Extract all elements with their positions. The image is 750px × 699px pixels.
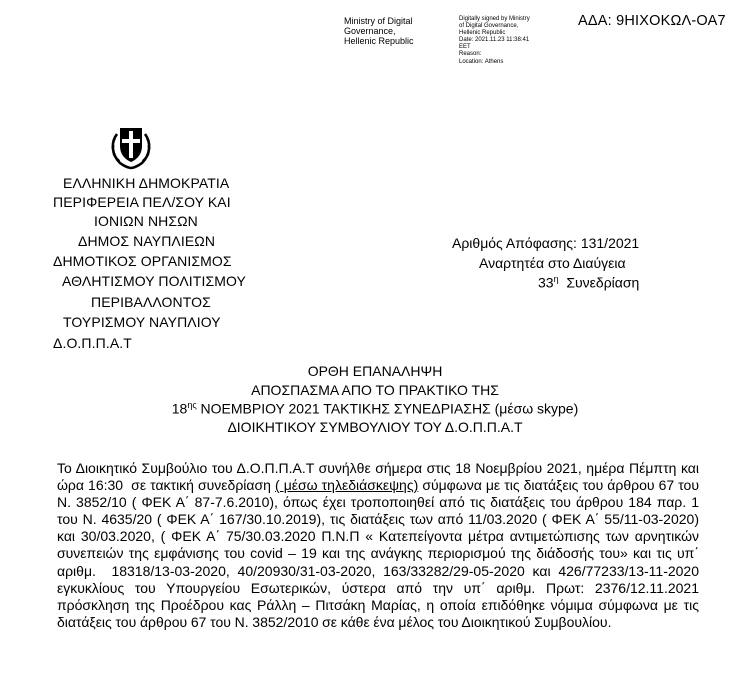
decision-posted: Αναρτητέα στο Διαύγεια xyxy=(479,255,626,271)
header-ionian: ΙΟΝΙΩΝ ΝΗΣΩΝ xyxy=(94,213,198,229)
title-board: ΔΙΟΙΚΗΤΙΚΟΥ ΣΥΜΒΟΥΛΙΟΥ ΤΟΥ Δ.Ο.Π.Π.Α.Τ xyxy=(227,419,523,435)
session-ordinal: η xyxy=(553,274,559,284)
header-tourism: ΤΟΥΡΙΣΜΟΥ ΝΑΥΠΛΙΟΥ xyxy=(63,314,221,330)
session-word: Συνεδρίαση xyxy=(558,274,640,291)
signature-detail-line: Hellenic Republic xyxy=(459,30,506,37)
title-correct-repetition: ΟΡΘΗ ΕΠΑΝΑΛΗΨΗ xyxy=(307,363,443,379)
title-date-rest: ΝΟΕΜΒΡΙΟΥ 2021 ΤΑΚΤΙΚΗΣ ΣΥΝΕΔΡΙΑΣΗΣ (μέσω skype) xyxy=(196,400,579,417)
signature-detail-line: Digitally signed by Ministry xyxy=(459,16,530,22)
header-municipality: ΔΗΜΟΣ ΝΑΥΠΛΙΕΩΝ xyxy=(78,233,216,249)
signature-org-line: Ministry of Digital xyxy=(344,16,413,26)
title-day: 18 xyxy=(171,400,188,417)
title-meeting-date xyxy=(0,400,750,417)
signature-detail-line: of Digital Governance, xyxy=(459,23,519,30)
body-paragraph xyxy=(57,460,703,631)
header-sports: ΑΘΛΗΤΙΣΜΟΥ ΠΟΛΙΤΙΣΜΟΥ xyxy=(62,273,246,289)
coat-of-arms-icon xyxy=(108,122,154,170)
header-acronym: Δ.Ο.Π.Π.Α.Τ xyxy=(53,335,132,351)
ada-code: ΑΔΑ: 9ΗΙΧΟΚΩΛ-ΟΑ7 xyxy=(578,13,726,29)
header-republic: ΕΛΛΗΝΙΚΗ ΔΗΜΟΚΡΑΤΙΑ xyxy=(63,175,230,191)
signature-detail-line: Date: 2021.11.23 11:38:41 xyxy=(459,37,530,44)
body-text-part1: Το Διοικητικό Συμβούλιο του Δ.Ο.Π.Π.Α.Τ συνήλθε σήμερα στις 18 Νοεμβρίου 2021, ημέρα Πέμπτη και ώρα 16:30 σε τακτική συνεδρίαση xyxy=(57,460,703,494)
decision-number: Αριθμός Απόφασης: 131/2021 xyxy=(452,235,640,251)
header-environment: ΠΕΡΙΒΑΛΛΟΝΤΟΣ xyxy=(91,294,211,310)
title-excerpt: ΑΠΟΣΠΑΣΜΑ ΑΠΟ ΤΟ ΠΡΑΚΤΙΚΟ ΤΗΣ xyxy=(251,382,499,398)
signature-detail-line: EET xyxy=(459,44,471,51)
header-org: ΔΗΜΟΤΙΚΟΣ ΟΡΓΑΝΙΣΜΟΣ xyxy=(53,253,232,269)
signature-organization xyxy=(344,16,456,46)
decision-session xyxy=(538,274,639,291)
signature-details xyxy=(459,16,574,66)
body-underlined-text: ( μέσω τηλεδιάσκεψης) xyxy=(275,477,419,494)
signature-detail-line: Location: Athens xyxy=(459,58,504,65)
signature-org-line: Governance, xyxy=(344,26,396,36)
signature-detail-line: Reason: xyxy=(459,51,482,58)
signature-org-line: Hellenic Republic xyxy=(344,36,414,46)
session-number: 33 xyxy=(538,274,554,291)
title-day-ordinal: ης xyxy=(187,400,197,410)
body-text-part2: σύμφωνα με τις διατάξεις του άρθρου 67 του Ν. 3852/10 ( ΦΕΚ Α΄ 87-7.6.2010), όπως έχει τροποποιηθεί από τις διατάξεις του άρθρου 184 παρ. 1 του Ν. 4635/20 ( ΦΕΚ Α΄ 167/30.10.2019), τις διατάξεις των από 11/03.2020 ( ΦΕΚ Α΄ 55/11-03-2020) και 30/03.2020, ( ΦΕΚ Α΄ 75/30.03.2020 Π.Ν.Π « Κατεπείγοντα μέτρα αντιμετώπισης των αρνητικών συνεπειών της εμφάνισης του covid – 19 και της ανάγκης περιορισμού της διάδοσής του» και τις υπ΄ αριθμ. 18318/13-03-2020, 40/20930/31-03-2020, 163/33282/29-05-2020 και 426/77233/13-11-2020 εγκυκλίους του Υπουργείου Εσωτερικών, ύστερα από την υπ΄ αριθμ. Πρωτ: 2376/12.11.2021 πρόσκληση της Προέδρου κας Ράλλη – Πιτσάκη Μαρίας, η οποία επιδόθηκε νόμιμα σύμφωνα με τις διατάξεις του άρθρου 67 του Ν. 3852/2010 σε κάθε ένα μέλος του Διοικητικού Συμβουλίου. xyxy=(57,477,703,630)
header-region: ΠΕΡΙΦΕΡΕΙΑ ΠΕΛ/ΣΟΥ ΚΑΙ xyxy=(53,194,231,210)
